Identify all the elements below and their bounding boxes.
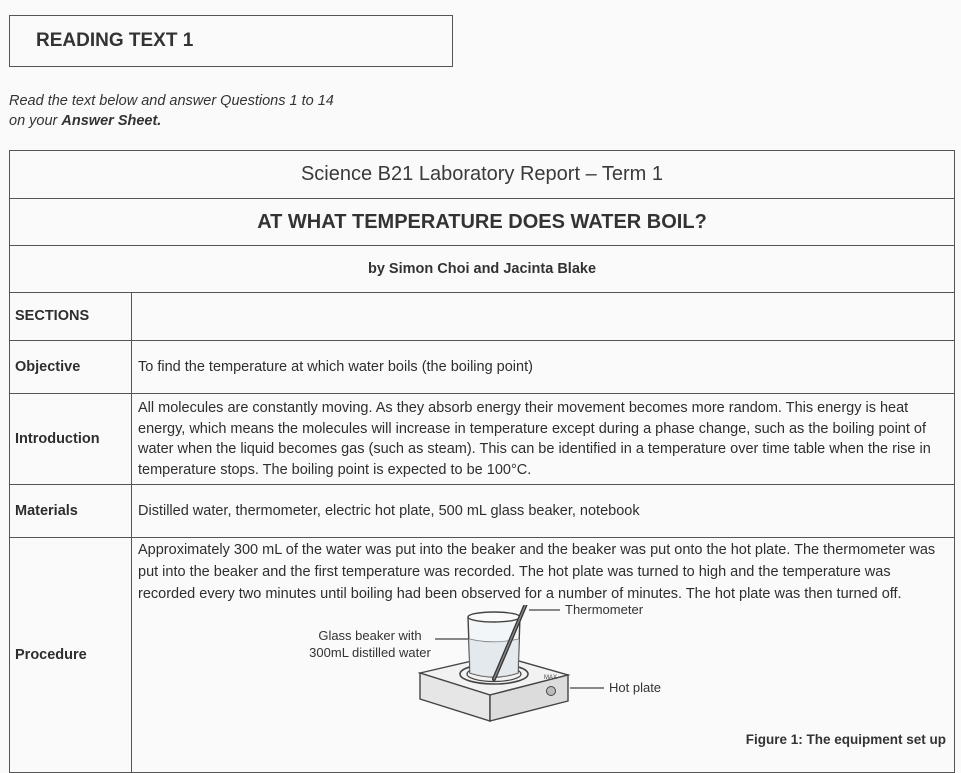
procedure-text: Approximately 300 mL of the water was put into the beaker and the beaker was put onto the hot plate. The thermometer was put into the beaker and the first temperature was recorded. The hot plate was turned to high and the temperature was recorded every two minutes until boiling had been observed for a number of minutes. The hot plate was then turned off. [138, 542, 936, 602]
beaker-label [304, 627, 436, 661]
materials-label: Materials [10, 485, 132, 538]
equipment-figure [138, 602, 950, 753]
hot-plate-label: Hot plate [609, 680, 662, 695]
beaker-label-line-2: 300mL distilled water [309, 645, 431, 660]
materials-text: Distilled water, thermometer, electric hot plate, 500 mL glass beaker, notebook [132, 485, 955, 538]
objective-row [10, 341, 955, 394]
introduction-text: All molecules are constantly moving. As they absorb energy their movement becomes more random. This energy is heat energy, which means the molecules will increase in temperature except during a phase change, such as the boiling point of water when the liquid becomes gas (such as steam). This can be identified in a temperature over time table when the rise in temperature stops. The boiling point is expected to be 100°C. [132, 394, 955, 485]
procedure-row [10, 538, 955, 773]
thermometer-label: Thermometer [565, 602, 644, 617]
lab-report-table [9, 150, 955, 773]
instructions-line-2-prefix: on your [9, 113, 62, 129]
svg-text:MAX: MAX [544, 675, 558, 681]
instructions-line-2 [9, 111, 429, 131]
instructions-line-1: Read the text below and answer Questions 1 to 14 [9, 93, 334, 109]
report-authors-row [10, 246, 955, 293]
reading-text-heading: READING TEXT 1 [9, 15, 453, 67]
procedure-label: Procedure [10, 538, 132, 773]
beaker-label-line-1: Glass beaker with [318, 628, 422, 643]
report-question: AT WHAT TEMPERATURE DOES WATER BOIL? [10, 199, 955, 246]
introduction-label: Introduction [10, 394, 132, 485]
introduction-row [10, 394, 955, 485]
report-authors: by Simon Choi and Jacinta Blake [10, 246, 955, 293]
report-question-row [10, 199, 955, 246]
objective-label: Objective [10, 341, 132, 394]
report-title: Science B21 Laboratory Report – Term 1 [10, 151, 955, 199]
materials-row [10, 485, 955, 538]
instructions [9, 91, 429, 131]
sections-header: SECTIONS [10, 293, 132, 341]
report-title-row [10, 151, 955, 199]
figure-caption: Figure 1: The equipment set up [745, 732, 946, 747]
sections-header-empty [132, 293, 955, 341]
sections-header-row [10, 293, 955, 341]
objective-text: To find the temperature at which water boils (the boiling point) [132, 341, 955, 394]
answer-sheet-text: Answer Sheet. [61, 113, 162, 129]
glass-beaker-illustration [468, 612, 520, 677]
procedure-cell [132, 538, 955, 773]
